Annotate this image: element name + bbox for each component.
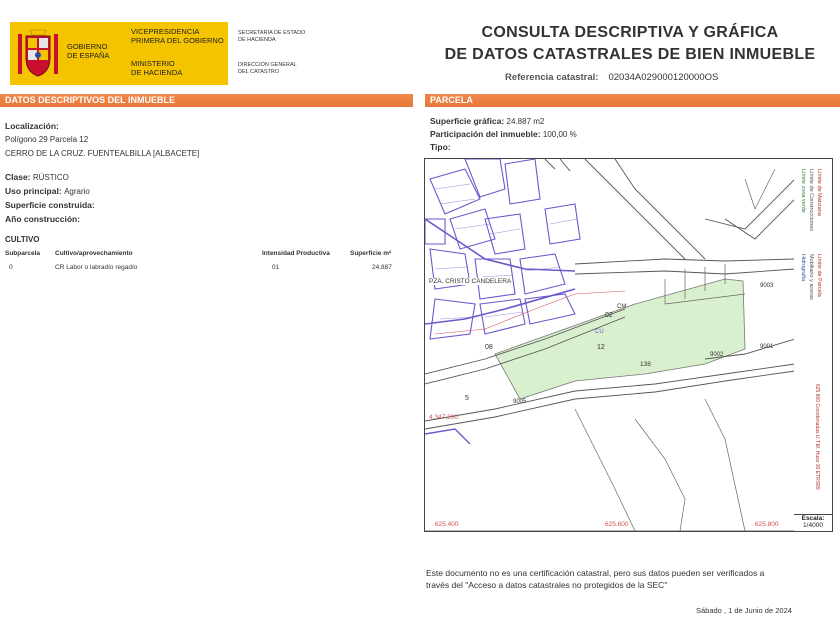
parcel-12-shape — [495, 279, 745, 399]
table-cell-cultivo: CR Labor o labradío regadío — [55, 264, 138, 271]
localizacion-label: Localización: — [5, 121, 59, 131]
map-drawing — [425, 159, 795, 531]
participacion-row — [430, 129, 577, 139]
secretaria-line2: DE HACIENDA — [238, 36, 276, 43]
table-cell-superficie: 24.887 — [372, 264, 392, 271]
scale-box — [794, 514, 833, 532]
parcel-label-5: 5 — [465, 395, 469, 402]
document-date: Sábado , 1 de Junio de 2024 — [696, 606, 792, 615]
parcel-label-08: 08 — [485, 344, 493, 351]
legend-item-1: Límite de Manzana — [816, 169, 822, 216]
cadastral-reference — [505, 72, 718, 83]
gov-line2: DE ESPAÑA — [67, 50, 110, 60]
parcel-label-138: 138 — [640, 361, 651, 368]
vice-line1: VICEPRESIDENCIA — [131, 27, 200, 36]
disclaimer-note — [426, 567, 816, 591]
x-tick-625600: 625.600 — [605, 521, 629, 528]
plaza-label: PZA. CRISTO CANDELERA — [429, 278, 512, 285]
road-code-cu: CU — [595, 329, 604, 335]
x-tick-625800: 625.800 — [755, 521, 779, 528]
map-legend — [794, 158, 833, 516]
legend-item-6: Hidrografía — [800, 254, 806, 282]
parcel-label-12: 12 — [597, 344, 605, 351]
legend-item-4: Mobiliario y aceras — [808, 254, 814, 300]
section-parcel: PARCELA — [425, 94, 840, 107]
x-tick-625400: 625.400 — [435, 521, 459, 528]
note-line1: Este documento no es una certificación catastral, pero sus datos pueden ser verificados a — [426, 568, 765, 578]
note-line2: través del "Acceso a datos catastrales no protegidos de la SEC" — [426, 580, 668, 590]
superficie-grafica-label: Superficie gráfica: — [430, 116, 505, 126]
table-header-intensidad: Intensidad Productiva — [262, 250, 330, 257]
ministry-line1: MINISTERIO — [131, 59, 175, 68]
urban-blocks — [425, 159, 580, 339]
road-code-cm: CM — [617, 304, 627, 310]
section-descriptive-data: DATOS DESCRIPTIVOS DEL INMUEBLE — [0, 94, 413, 107]
road-label-9002: 9002 — [710, 352, 724, 358]
road-label-9001: 9001 — [760, 344, 774, 350]
legend-item-5: Límite zona verde — [800, 169, 806, 213]
uso-row — [5, 186, 90, 196]
uso-value: Agrario — [64, 187, 90, 196]
road-label-9005: 9005 — [513, 399, 527, 405]
participacion-label: Participación del inmueble: — [430, 129, 541, 139]
ministry-line2: DE HACIENDA — [131, 67, 183, 77]
tipo-label: Tipo: — [430, 142, 451, 152]
legend-item-3: Límite de Construcciones — [808, 169, 814, 232]
coord-text: 625.800 Coordenadas U.T.M. Huso 30 ETRS89 — [814, 384, 820, 490]
vice-line2: PRIMERA DEL GOBIERNO — [131, 35, 224, 45]
escala-value: 1/4000 — [803, 522, 823, 529]
y-tick-label: 4.347.200 — [429, 414, 458, 421]
ref-label: Referencia catastral: — [505, 72, 599, 83]
clase-label: Clase: — [5, 172, 31, 182]
secretaria-line1: SECRETARÍA DE ESTADO — [238, 30, 306, 36]
table-header-superficie: Superficie m² — [350, 250, 392, 257]
parcel-label-02: 02 — [605, 312, 613, 319]
page-title-line2: DE DATOS CATASTRALES DE BIEN INMUEBLE — [444, 46, 816, 63]
superficie-grafica-value: 24.887 m2 — [506, 117, 545, 126]
uso-label: Uso principal: — [5, 186, 62, 196]
cadastral-map[interactable] — [424, 158, 796, 532]
coat-of-arms-icon — [14, 28, 62, 80]
escala-label: Escala: — [801, 515, 825, 522]
table-header-cultivo: Cultivo/aprovechamiento — [55, 250, 133, 257]
localizacion-line2: CERRO DE LA CRUZ. FUENTEALBILLA [ALBACETE] — [5, 149, 200, 158]
direccion-line1: DIRECCIÓN GENERAL — [238, 62, 297, 68]
page-title-line1: CONSULTA DESCRIPTIVA Y GRÁFICA — [481, 24, 779, 41]
clase-value: RÚSTICO — [32, 173, 69, 182]
participacion-value: 100,00 % — [542, 130, 577, 139]
direccion-line2: DEL CATASTRO — [238, 68, 280, 75]
clase-row — [5, 172, 69, 182]
gov-line1: GOBIERNO — [67, 42, 108, 51]
cultivo-title: CULTIVO — [5, 235, 40, 244]
anio-construccion-label: Año construcción: — [5, 214, 81, 224]
superficie-construida-label: Superficie construida: — [5, 200, 95, 210]
table-header-subparcela: Subparcela — [5, 250, 41, 257]
ref-value: 02034A029000120000OS — [608, 72, 719, 83]
legend-item-2: Límite de Parcela — [816, 254, 822, 297]
superficie-grafica-row — [430, 116, 544, 126]
road-label-9003: 9003 — [760, 283, 774, 289]
table-cell-subparcela: 0 — [9, 264, 13, 271]
localizacion-line1: Polígono 29 Parcela 12 — [5, 135, 89, 144]
table-cell-intensidad: 01 — [272, 264, 280, 271]
